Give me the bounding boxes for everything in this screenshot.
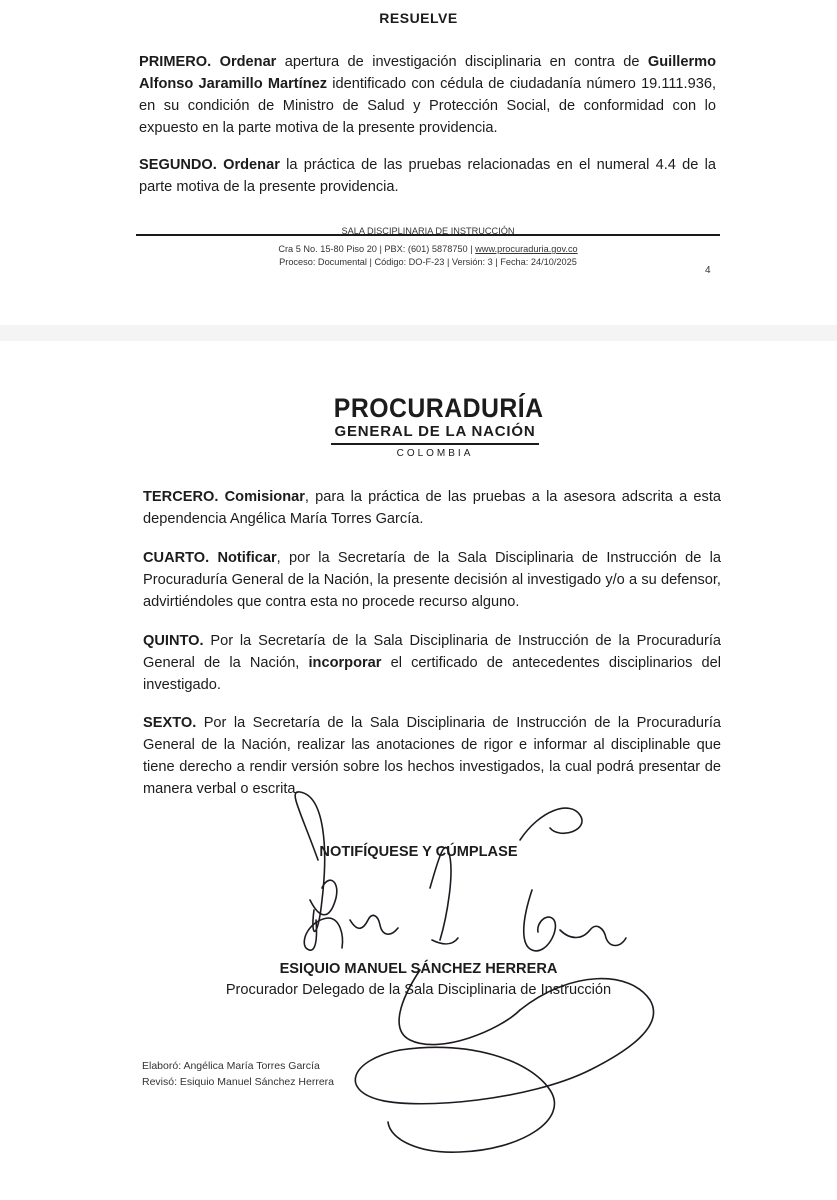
page-number: 4 [705,265,711,276]
footer-website-link[interactable]: www.procuraduria.gov.co [475,244,578,254]
section-heading: RESUELVE [379,10,458,26]
article-sexto [143,712,721,800]
investigated-name: Guillermo Alfonso Jaramillo Martínez [139,54,717,92]
article-text: el certificado de antecedentes disciplinarios del investigado. [143,655,721,693]
article-verb: Ordenar [219,54,277,70]
article-verb: Notificar [217,550,277,566]
article-segundo [139,154,716,198]
logo-line-1: PROCURADURÍA [333,393,544,423]
article-verb: Ordenar [223,157,280,173]
procuraduria-logo [325,393,545,460]
document-page-1 [8,0,829,326]
reviewed-by: Revisó: Esiquio Manuel Sánchez Herrera [142,1076,335,1088]
closing-formula: NOTIFÍQUESE Y CÚMPLASE [319,844,518,860]
article-text: apertura de investigación disciplinaria en contra de [284,54,640,70]
footer-contact [136,243,720,256]
footer-divider [136,234,720,236]
article-label: SEGUNDO. [139,157,217,173]
article-text: Por la Secretaría de la Sala Disciplinaria de Instrucción de la Procuraduría General de la Nación, [143,633,722,671]
article-label: CUARTO. [143,550,210,566]
article-text: la práctica de las pruebas relacionadas en el numeral 4.4 de la parte motiva de la presente providencia. [139,157,716,195]
logo-line-3: COLOMBIA [396,448,474,459]
article-verb: incorporar [308,655,382,671]
article-label: SEXTO. [143,715,197,731]
article-cuarto [143,547,721,613]
article-text: Por la Secretaría de la Sala Disciplinaria de Instrucción de la Procuraduría General de la Nación, realizar las anotaciones de rigor e informar al disciplinable que tiene derecho a rendir versión sobre los hechos investigados, la cual podrá presentar de manera verbal o escrita. [143,715,722,797]
article-primero [139,51,716,139]
signer-role: Procurador Delegado de la Sala Disciplinaria de Instrucción [225,982,612,998]
article-text: , por la Secretaría de la Sala Disciplinaria de Instrucción de la Procuraduría General de la Nación, la presente decisión al investigado y/o a su defensor, advirtiéndoles que contra esta no procede recurso alguno. [143,550,721,610]
article-label: TERCERO. [143,489,219,505]
document-credits [142,1058,334,1090]
signer-name: ESIQUIO MANUEL SÁNCHEZ HERRERA [279,961,558,977]
page-separator [0,325,837,341]
footer-office: SALA DISCIPLINARIA DE INSTRUCCIÓN [341,226,515,236]
footer-address: Cra 5 No. 15-80 Piso 20 | PBX: (601) 5878750 | [278,244,473,254]
article-text: identificado con cédula de ciudadanía número 19.111.936, en su condición de Ministro de Salud y Protección Social, de conformidad con lo expuesto en la parte motiva de la presente providencia. [139,76,716,136]
article-quinto [143,630,721,696]
article-label: PRIMERO. [139,54,212,70]
article-text: , para la práctica de las pruebas a la asesora adscrita a esta dependencia Angélica María Torres García. [143,489,721,527]
article-verb: Comisionar [224,489,305,505]
elaborated-by: Elaboró: Angélica María Torres García [142,1060,320,1072]
article-tercero [143,486,721,530]
footer-process: Proceso: Documental | Código: DO-F-23 | Versión: 3 | Fecha: 24/10/2025 [279,257,577,267]
logo-line-2: GENERAL DE LA NACIÓN [331,423,539,445]
article-label: QUINTO. [143,633,204,649]
